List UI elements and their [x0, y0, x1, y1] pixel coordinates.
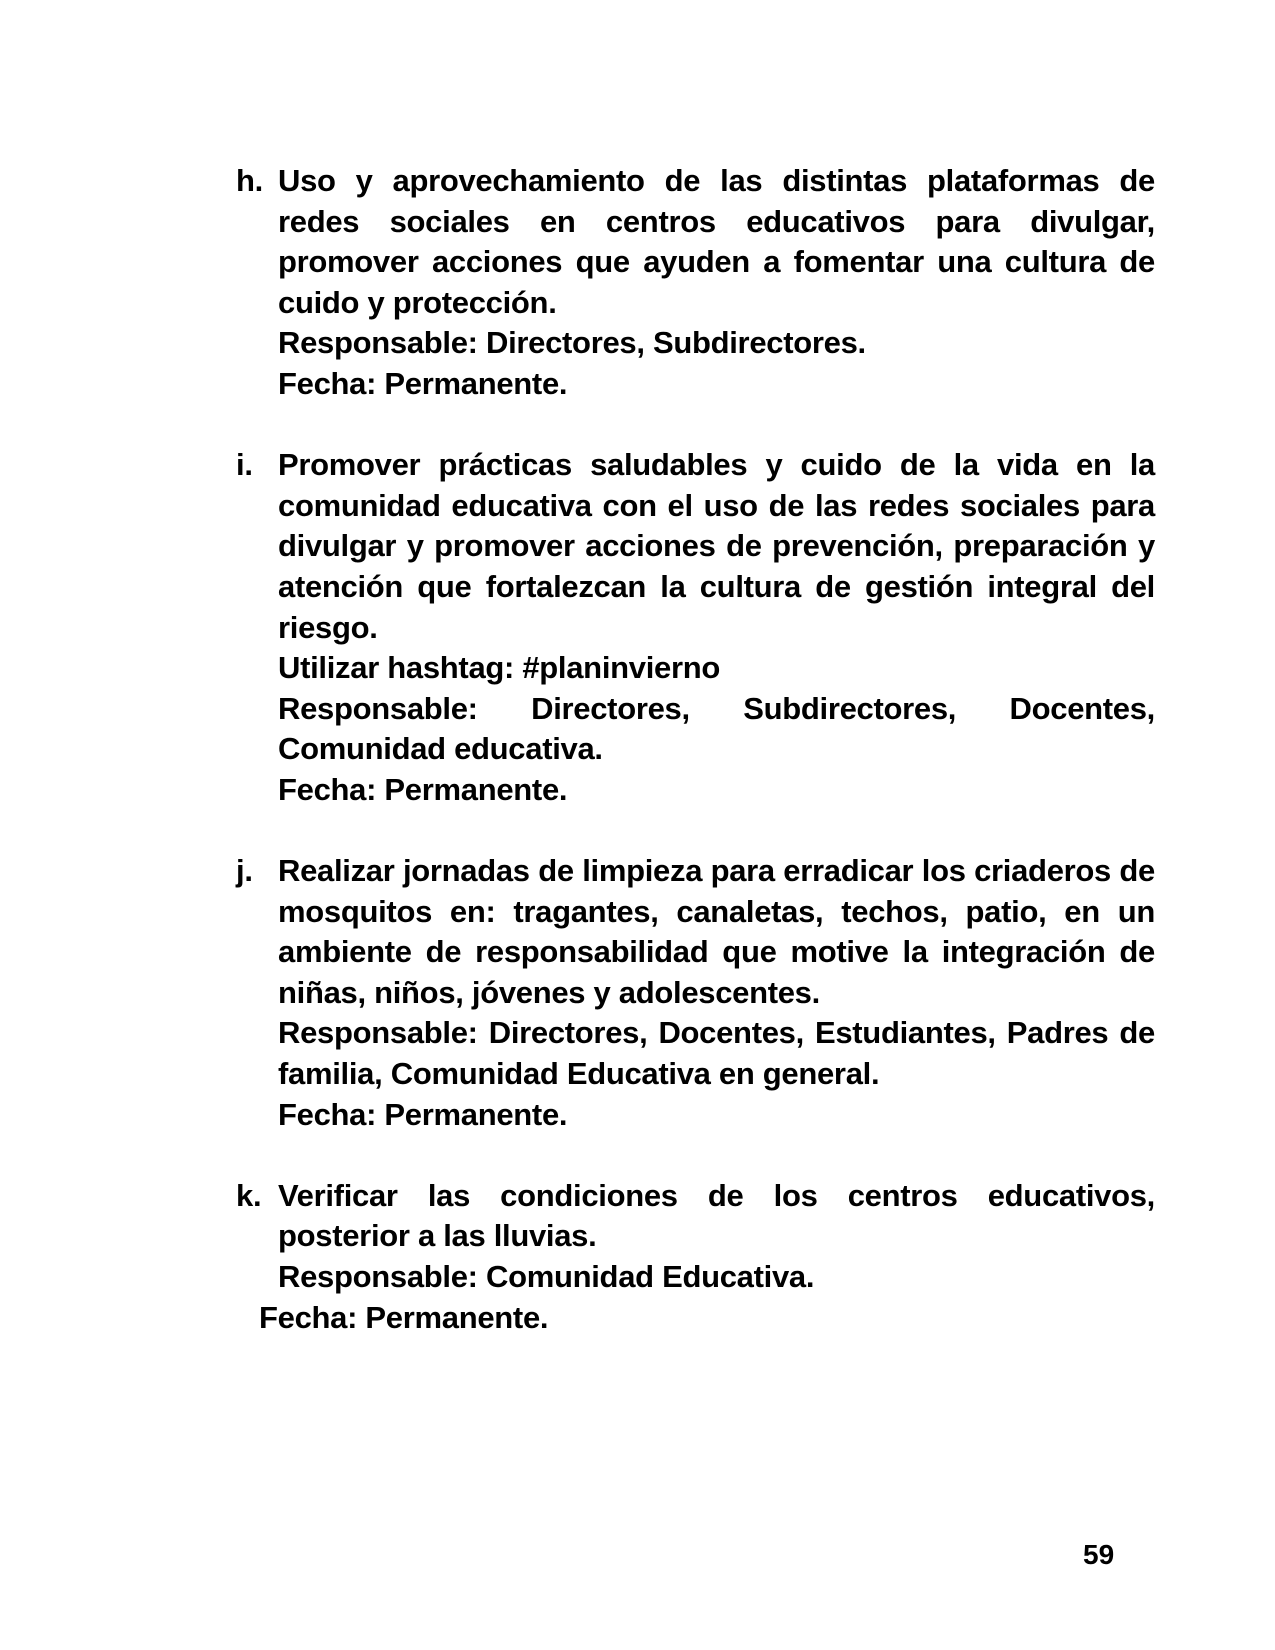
item-k-marker: k. [236, 1177, 262, 1213]
item-h-body [278, 161, 1155, 405]
item-h-marker: h. [236, 163, 263, 198]
item-i-body [278, 445, 1155, 810]
item-j-marker: j. [236, 853, 253, 889]
list-item-k [236, 1176, 1155, 1338]
item-i-marker: i. [236, 447, 253, 483]
item-h-main-text: Uso y aprovechamiento de las distintas plataformas de redes sociales en centros educativos para divulgar, promover acciones que ayuden a fomentar una cultura de cuido y protección. [278, 163, 1155, 320]
item-j-fecha-line: Fecha: Permanente. [278, 1096, 568, 1132]
item-j-body [278, 851, 1155, 1135]
item-h-fecha-line: Fecha: Permanente. [278, 365, 568, 401]
list-item-j [236, 851, 1155, 1135]
item-j-responsable-line: Responsable: Directores, Docentes, Estudiantes, Padres de familia, Comunidad Educativa en general. [278, 1015, 1155, 1092]
list-item-h [236, 161, 1155, 405]
item-i-fecha-line: Fecha: Permanente. [278, 771, 568, 807]
item-i-responsable-line: Responsable: Directores, Subdirectores, Docentes, Comunidad educativa. [278, 690, 1155, 767]
item-i-hashtag-line: Utilizar hashtag: #planinvierno [278, 650, 721, 686]
page-number: 59 [1083, 1539, 1115, 1570]
item-h-responsable-line: Responsable: Directores, Subdirectores. [278, 325, 866, 361]
item-k-responsable-line: Responsable: Comunidad Educativa. [278, 1259, 815, 1295]
item-i-main-text: Promover prácticas saludables y cuido de la vida en la comunidad educativa con el uso de las redes sociales para divulgar y promover acciones de prevención, preparación y atención que fortalezcan la cultura de gestión integral del riesgo. [278, 447, 1155, 645]
lettered-list [236, 161, 1155, 1338]
list-item-i [236, 445, 1155, 810]
item-k-fecha-line: Fecha: Permanente. [259, 1299, 549, 1335]
item-j-main-text: Realizar jornadas de limpieza para erradicar los criaderos de mosquitos en: tragantes, canaletas, techos, patio, en un ambiente de responsabilidad que motive la integración de niñas, niños, jóvenes y adolescentes. [278, 853, 1155, 1010]
item-k-body [259, 1176, 1155, 1338]
item-k-main-text: Verificar las condiciones de los centros educativos, posterior a las lluvias. [278, 1177, 1155, 1254]
